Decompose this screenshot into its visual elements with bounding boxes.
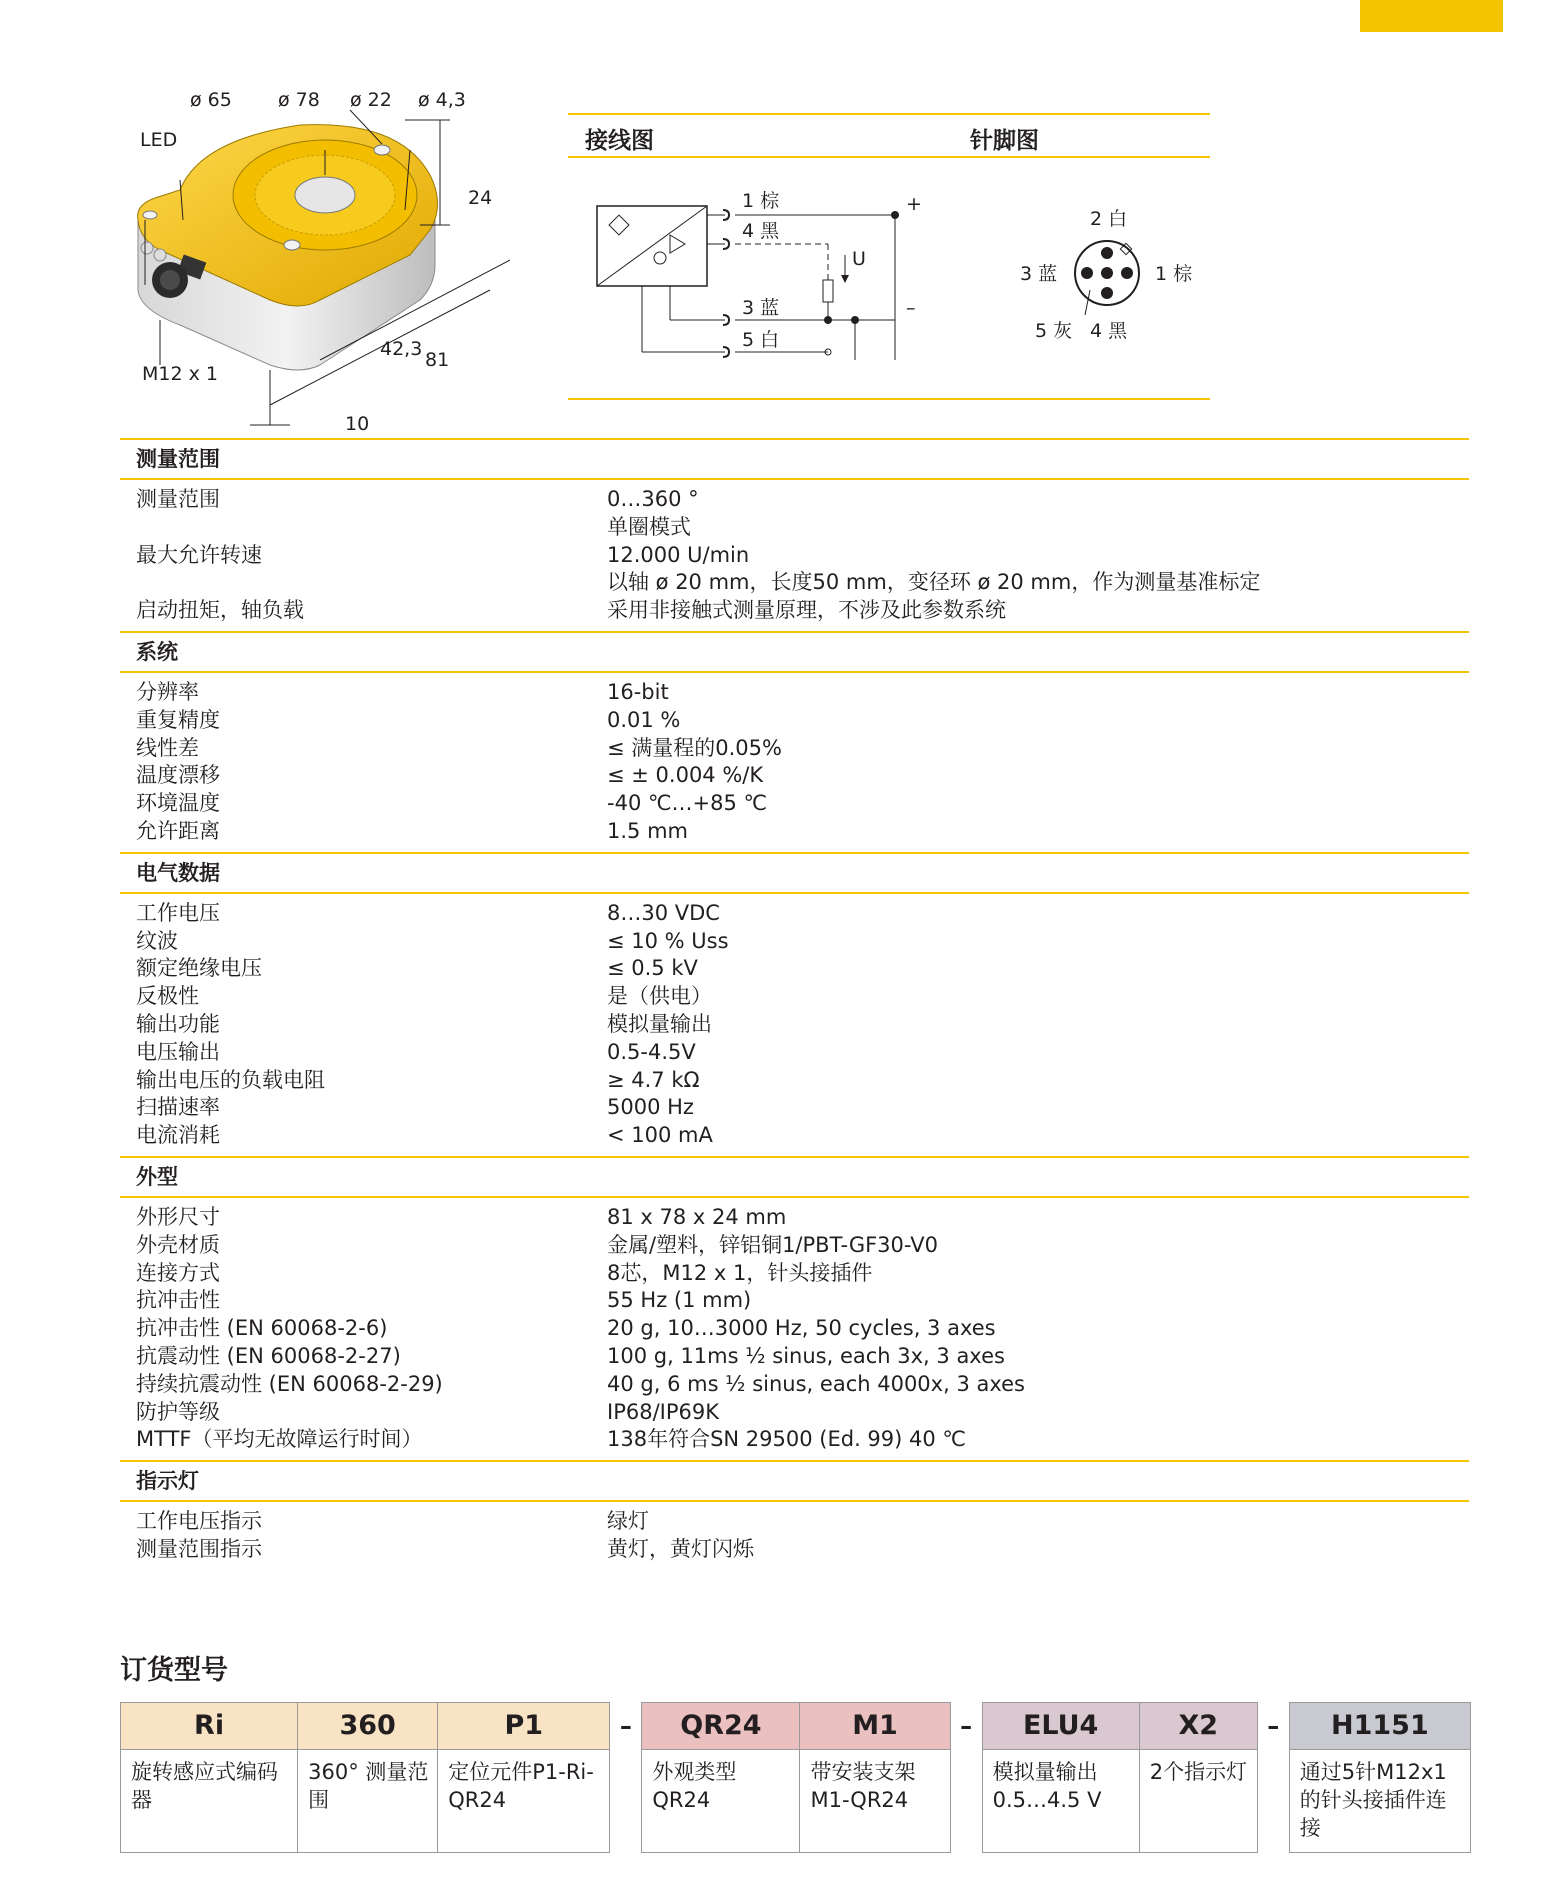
spec-row <box>120 900 1469 928</box>
spec-value: 8芯，M12 x 1，针头接插件 <box>607 1260 873 1285</box>
spec-value: 单圈模式 <box>607 514 691 539</box>
wire-4: 4 黑 <box>742 220 780 242</box>
order-desc-cell: 定位元件P1-Ri-QR24 <box>438 1750 610 1853</box>
dim-d10: 10 <box>345 413 370 435</box>
spec-label: 持续抗震动性 (EN 60068-2-29) <box>136 1371 443 1396</box>
spec-label <box>120 514 607 542</box>
spec-value: ≤ 满量程的0.05% <box>607 735 782 760</box>
pin-diagram <box>1010 200 1210 350</box>
spec-label: 测量范围 <box>136 487 220 511</box>
section-body <box>120 480 1469 631</box>
spec-label <box>120 569 607 597</box>
spec-row <box>120 1371 1469 1399</box>
dim-d81: 81 <box>425 349 450 371</box>
supply-plus: + <box>906 193 922 215</box>
spec-row <box>120 569 1469 597</box>
dim-led: LED <box>140 129 178 151</box>
spec-table <box>120 438 1469 1570</box>
spec-row <box>120 735 1469 763</box>
spec-label: MTTF（平均无故障运行时间） <box>136 1427 423 1452</box>
spec-value: 0.5-4.5V <box>607 1039 696 1064</box>
order-separator: – <box>1267 1712 1280 1740</box>
spec-label: 扫描速率 <box>136 1095 220 1120</box>
spec-value: 12.000 U/min <box>607 542 750 567</box>
wiring-diagram <box>590 180 950 380</box>
spec-value: 模拟量输出 <box>607 1011 712 1036</box>
order-separator: – <box>619 1712 632 1740</box>
spec-row <box>120 542 1469 570</box>
dimension-drawing <box>120 80 560 440</box>
spec-row <box>120 955 1469 983</box>
spec-value: 5000 Hz <box>607 1095 694 1120</box>
order-code-cell: H1151 <box>1289 1703 1470 1750</box>
spec-row <box>120 486 1469 514</box>
spec-row <box>120 707 1469 735</box>
spec-row <box>120 1399 1469 1427</box>
spec-value: ≤ ± 0.004 %/K <box>607 763 764 788</box>
spec-row <box>120 1508 1469 1536</box>
spec-row <box>120 1122 1469 1150</box>
spec-value: 0…360 ° <box>607 487 699 511</box>
spec-row <box>120 928 1469 956</box>
spec-label: 测量范围指示 <box>136 1536 262 1561</box>
spec-row <box>120 1204 1469 1232</box>
dim-d78: ø 78 <box>278 89 320 111</box>
spec-row <box>120 818 1469 846</box>
spec-row <box>120 1260 1469 1288</box>
dim-h24: 24 <box>468 187 493 209</box>
spec-label: 电流消耗 <box>136 1123 220 1148</box>
spec-label: 重复精度 <box>136 707 220 732</box>
spec-value: 100 g, 11ms ½ sinus, each 3x, 3 axes <box>607 1343 1005 1368</box>
order-desc-cell: 2个指示灯 <box>1139 1750 1257 1853</box>
spec-label: 工作电压指示 <box>136 1509 262 1534</box>
spec-row <box>120 1536 1469 1564</box>
order-code-cell: X2 <box>1139 1703 1257 1750</box>
spec-label: 抗冲击性 <box>136 1288 220 1313</box>
voltage-u: U <box>852 248 866 270</box>
spec-label: 分辨率 <box>136 679 199 704</box>
supply-minus: – <box>906 297 916 319</box>
spec-row <box>120 1315 1469 1343</box>
spec-label: 连接方式 <box>136 1260 220 1285</box>
wire-3: 3 蓝 <box>742 297 780 319</box>
order-separator-gap <box>1257 1750 1289 1853</box>
spec-label: 环境温度 <box>136 791 220 816</box>
spec-row <box>120 1343 1469 1371</box>
spec-label: 最大允许转速 <box>136 542 262 567</box>
section-heading: 测量范围 <box>120 438 1469 480</box>
section-heading: 系统 <box>120 631 1469 673</box>
order-desc-cell: 外观类型QR24 <box>642 1750 800 1853</box>
order-title: 订货型号 <box>120 1655 228 1686</box>
spec-value: ≤ 0.5 kV <box>607 956 698 981</box>
wire-1: 1 棕 <box>742 190 780 212</box>
wire-5: 5 白 <box>742 329 780 351</box>
spec-value: 0.01 % <box>607 707 681 732</box>
dim-m12: M12 x 1 <box>142 363 218 385</box>
section-heading: 电气数据 <box>120 852 1469 894</box>
dim-d423: 42,3 <box>380 338 423 360</box>
order-code-cell: Ri <box>121 1703 298 1750</box>
spec-value: 8…30 VDC <box>607 900 720 925</box>
spec-label: 抗震动性 (EN 60068-2-27) <box>136 1343 401 1368</box>
spec-row <box>120 1426 1469 1454</box>
spec-label: 线性差 <box>136 735 199 760</box>
order-desc-cell: 带安装支架M1-QR24 <box>800 1750 950 1853</box>
spec-value: 16-bit <box>607 679 669 704</box>
spec-value: 138年符合SN 29500 (Ed. 99) 40 ℃ <box>607 1427 966 1452</box>
order-code-cell: P1 <box>438 1703 610 1750</box>
spec-label: 温度漂移 <box>136 763 220 788</box>
section-body <box>120 1502 1469 1570</box>
section-heading: 指示灯 <box>120 1460 1469 1502</box>
spec-row <box>120 1287 1469 1315</box>
order-desc-cell: 旋转感应式编码器 <box>121 1750 298 1853</box>
spec-row <box>120 983 1469 1011</box>
order-code-cell: ELU4 <box>982 1703 1139 1750</box>
section-body <box>120 673 1469 852</box>
order-separator-gap <box>950 1750 982 1853</box>
spec-label: 输出功能 <box>136 1011 220 1036</box>
spec-value: 以轴 ø 20 mm，长度50 mm，变径环 ø 20 mm，作为测量基准标定 <box>607 570 1261 595</box>
dim-d22: ø 22 <box>350 89 392 111</box>
spec-row <box>120 762 1469 790</box>
spec-value: 绿灯 <box>607 1509 649 1534</box>
wiring-diagram-heading: 接线图 <box>585 128 654 154</box>
dim-d43: ø 4,3 <box>418 89 466 111</box>
spec-row <box>120 1094 1469 1122</box>
spec-value: IP68/IP69K <box>607 1399 720 1424</box>
spec-value: -40 ℃…+85 ℃ <box>607 791 768 816</box>
spec-label: 电压输出 <box>136 1039 220 1064</box>
spec-value: 金属/塑料，锌铝铜1/PBT-GF30-V0 <box>607 1232 938 1257</box>
spec-row <box>120 597 1469 625</box>
spec-row <box>120 679 1469 707</box>
order-desc-cell: 模拟量输出0.5…4.5 V <box>982 1750 1139 1853</box>
spec-label: 启动扭矩，轴负载 <box>136 598 304 623</box>
spec-value: 黄灯，黄灯闪烁 <box>607 1536 754 1561</box>
spec-label: 工作电压 <box>136 900 220 925</box>
spec-value: 40 g, 6 ms ½ sinus, each 4000x, 3 axes <box>607 1371 1025 1396</box>
wiring-top-rule <box>568 113 1210 115</box>
spec-value: 55 Hz (1 mm) <box>607 1288 752 1313</box>
spec-value: 是（供电） <box>607 984 712 1009</box>
pin-1: 1 棕 <box>1155 263 1193 285</box>
spec-label: 额定绝缘电压 <box>136 956 262 981</box>
pin-diagram-heading: 针脚图 <box>970 128 1039 154</box>
order-desc-cell: 360° 测量范围 <box>298 1750 438 1853</box>
pin-2: 2 白 <box>1090 208 1128 230</box>
order-code-table <box>120 1702 1471 1853</box>
spec-row <box>120 1067 1469 1095</box>
spec-label: 外形尺寸 <box>136 1204 220 1229</box>
pin-4: 4 黑 <box>1090 320 1128 342</box>
spec-value: 81 x 78 x 24 mm <box>607 1204 787 1229</box>
wiring-bottom-rule <box>568 398 1210 400</box>
spec-value: 20 g, 10…3000 Hz, 50 cycles, 3 axes <box>607 1316 996 1341</box>
order-separator-gap <box>610 1750 642 1853</box>
pin-3: 3 蓝 <box>1020 263 1058 285</box>
spec-label: 纹波 <box>136 928 178 953</box>
spec-label: 外壳材质 <box>136 1232 220 1257</box>
dim-d65: ø 65 <box>190 89 232 111</box>
spec-row <box>120 1039 1469 1067</box>
spec-value: ≤ 10 % Uss <box>607 928 729 953</box>
order-separator: – <box>960 1712 973 1740</box>
order-code-cell: 360 <box>298 1703 438 1750</box>
spec-label: 输出电压的负载电阻 <box>136 1067 325 1092</box>
spec-value: ≥ 4.7 kΩ <box>607 1067 700 1092</box>
section-body <box>120 1198 1469 1460</box>
spec-label: 允许距离 <box>136 818 220 843</box>
order-code-cell: M1 <box>800 1703 950 1750</box>
section-body <box>120 894 1469 1156</box>
order-code-cell: QR24 <box>642 1703 800 1750</box>
spec-row <box>120 514 1469 542</box>
spec-value: 1.5 mm <box>607 818 688 843</box>
pin-5: 5 灰 <box>1035 320 1073 342</box>
spec-value: < 100 mA <box>607 1123 713 1148</box>
spec-label: 防护等级 <box>136 1399 220 1424</box>
spec-label: 抗冲击性 (EN 60068-2-6) <box>136 1316 388 1341</box>
spec-value: 采用非接触式测量原理，不涉及此参数系统 <box>607 598 1006 623</box>
spec-row <box>120 1232 1469 1260</box>
spec-label: 反极性 <box>136 984 199 1009</box>
order-desc-cell: 通过5针M12x1的针头接插件连接 <box>1289 1750 1470 1853</box>
spec-row <box>120 1011 1469 1039</box>
section-heading: 外型 <box>120 1156 1469 1198</box>
spec-row <box>120 790 1469 818</box>
wiring-heading-rule <box>568 156 1210 158</box>
header-accent-tab <box>1360 0 1503 32</box>
